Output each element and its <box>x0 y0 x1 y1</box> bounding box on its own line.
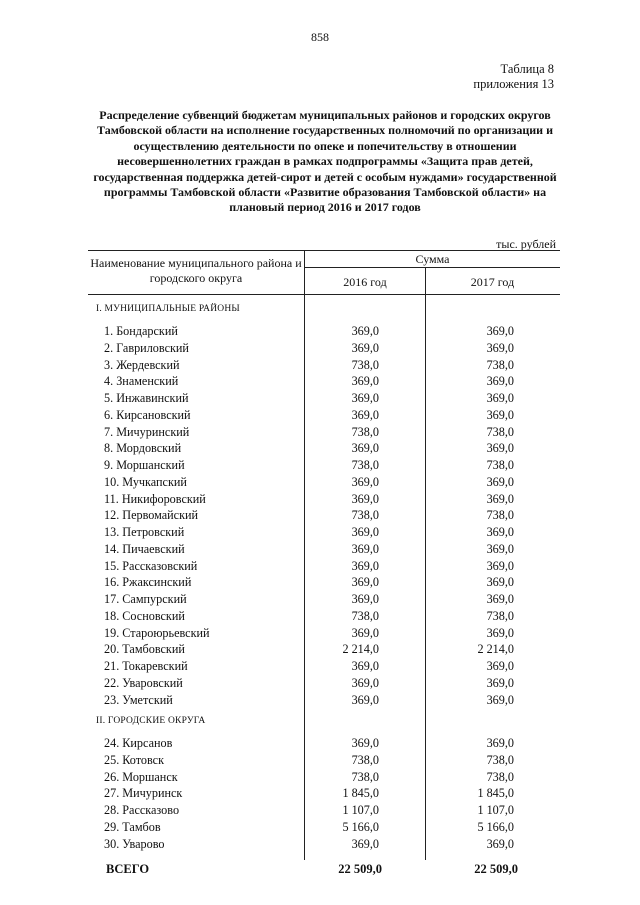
value-2016: 369,0 <box>351 541 379 556</box>
value-2016: 2 214,0 <box>342 642 379 657</box>
header-year-2016: 2016 год <box>343 275 387 289</box>
value-2016: 369,0 <box>351 836 379 851</box>
row-name: 26. Моршанск <box>104 769 178 784</box>
total-2017: 22 509,0 <box>474 862 518 876</box>
value-2016: 369,0 <box>351 675 379 690</box>
table-top-rule <box>88 250 560 251</box>
table-row <box>0 475 640 492</box>
value-2017: 369,0 <box>486 525 514 539</box>
row-name: 28. Рассказово <box>104 803 180 817</box>
value-2017: 369,0 <box>486 558 514 573</box>
value-2017: 738,0 <box>486 357 514 372</box>
value-2016: 369,0 <box>351 340 379 355</box>
value-2017: 369,0 <box>486 836 514 851</box>
row-name: 7. Мичуринский <box>104 424 190 439</box>
value-2017: 369,0 <box>486 340 514 355</box>
header-bottom-rule <box>88 294 560 295</box>
table-row <box>0 559 640 576</box>
unit-label: тыс. рублей <box>496 237 556 251</box>
table-row <box>0 441 640 458</box>
value-2016: 369,0 <box>351 441 379 456</box>
value-2016: 369,0 <box>351 474 379 489</box>
value-2016: 369,0 <box>351 625 379 640</box>
table-row <box>0 391 640 408</box>
table-row <box>0 693 640 710</box>
value-2017: 5 166,0 <box>477 819 514 834</box>
value-2017: 369,0 <box>486 675 514 690</box>
value-2016: 369,0 <box>351 592 379 606</box>
table-row <box>0 609 640 626</box>
value-2017: 369,0 <box>486 625 514 640</box>
table-row <box>0 374 640 391</box>
value-2016: 738,0 <box>351 458 379 472</box>
row-name: 6. Кирсановский <box>104 407 191 422</box>
row-name: 20. Тамбовский <box>104 642 185 657</box>
value-2016: 369,0 <box>351 525 379 539</box>
value-2016: 369,0 <box>351 736 379 750</box>
header-sum: Сумма <box>415 252 450 266</box>
row-name: 22. Уваровский <box>104 675 183 690</box>
value-2017: 2 214,0 <box>477 642 514 657</box>
row-name: 5. Инжавинский <box>104 391 189 405</box>
table-row <box>0 803 640 820</box>
table-row <box>0 542 640 559</box>
value-2017: 1 845,0 <box>477 786 514 801</box>
table-row <box>0 408 640 425</box>
total-label: ВСЕГО <box>106 862 150 876</box>
value-2017: 369,0 <box>486 474 514 489</box>
document-title: Распределение субвенций бюджетам муниципальных районов и городских округов Тамбовской области на исполнение государственных полномочий по организации и осуществлению деятельности по опеке и попечительству в отношении несовершеннолетних граждан в рамках подпрограммы «Защита прав детей, государственная поддержка детей-сирот и детей с особым нуждами» государственной программы Тамбовской области «Развитие образования Тамбовской области» на плановый период 2016 и 2017 годов <box>93 108 557 215</box>
value-2017: 369,0 <box>486 541 514 556</box>
value-2017: 738,0 <box>486 508 514 523</box>
value-2016: 5 166,0 <box>342 819 379 834</box>
row-name: 2. Гавриловский <box>104 340 189 355</box>
header-mid-rule <box>305 267 560 268</box>
row-name: 4. Знаменский <box>104 374 179 389</box>
row-name: 9. Моршанский <box>104 458 185 472</box>
row-name: 17. Сампурский <box>104 592 187 606</box>
value-2017: 369,0 <box>486 592 514 606</box>
section-title: II. ГОРОДСКИЕ ОКРУГА <box>96 716 206 726</box>
value-2017: 369,0 <box>486 575 514 590</box>
value-2016: 738,0 <box>351 357 379 372</box>
value-2017: 369,0 <box>486 659 514 673</box>
table-row <box>0 770 640 787</box>
row-name: 16. Ржаксинский <box>104 575 192 590</box>
table-row <box>0 786 640 803</box>
table-row <box>0 753 640 770</box>
row-name: 14. Пичаевский <box>104 541 185 556</box>
row-name: 12. Первомайский <box>104 508 199 523</box>
row-name: 29. Тамбов <box>104 819 161 834</box>
row-name: 18. Сосновский <box>104 608 185 623</box>
table-row <box>0 525 640 542</box>
row-name: 25. Котовск <box>104 752 165 767</box>
table-row <box>0 837 640 854</box>
value-2017: 369,0 <box>486 441 514 456</box>
page-number: 858 <box>311 30 329 44</box>
table-row <box>0 324 640 341</box>
value-2017: 369,0 <box>486 324 514 338</box>
table-label: Таблица 8 <box>500 62 554 76</box>
value-2016: 738,0 <box>351 752 379 767</box>
value-2016: 738,0 <box>351 424 379 439</box>
row-name: 10. Мучкапский <box>104 474 187 489</box>
value-2016: 738,0 <box>351 769 379 784</box>
value-2017: 738,0 <box>486 424 514 439</box>
table-row <box>0 358 640 375</box>
value-2017: 369,0 <box>486 391 514 405</box>
table-row <box>0 642 640 659</box>
table-row <box>0 425 640 442</box>
value-2016: 1 845,0 <box>342 786 379 801</box>
row-name: 24. Кирсанов <box>104 736 173 750</box>
section-title: I. МУНИЦИПАЛЬНЫЕ РАЙОНЫ <box>96 304 240 314</box>
table-row <box>0 458 640 475</box>
value-2016: 369,0 <box>351 324 379 338</box>
value-2017: 369,0 <box>486 692 514 707</box>
row-name: 15. Рассказовский <box>104 558 198 573</box>
appendix-label: приложения 13 <box>473 77 554 91</box>
value-2017: 738,0 <box>486 752 514 767</box>
value-2016: 369,0 <box>351 575 379 590</box>
value-2017: 738,0 <box>486 769 514 784</box>
row-name: 19. Староюрьевский <box>104 625 210 640</box>
row-name: 1. Бондарский <box>104 324 178 338</box>
table-row <box>0 592 640 609</box>
value-2017: 1 107,0 <box>477 803 514 817</box>
table-row <box>0 341 640 358</box>
value-2017: 738,0 <box>486 608 514 623</box>
row-name: 8. Мордовский <box>104 441 182 456</box>
value-2017: 369,0 <box>486 491 514 506</box>
value-2017: 369,0 <box>486 374 514 389</box>
value-2016: 1 107,0 <box>342 803 379 817</box>
value-2016: 369,0 <box>351 659 379 673</box>
row-name: 23. Уметский <box>104 692 173 707</box>
row-name: 21. Токаревский <box>104 659 188 673</box>
table-row <box>0 575 640 592</box>
value-2016: 369,0 <box>351 374 379 389</box>
row-name: 11. Никифоровский <box>104 491 206 506</box>
value-2016: 369,0 <box>351 558 379 573</box>
row-name: 3. Жердевский <box>104 357 180 372</box>
table-row <box>0 492 640 509</box>
row-name: 13. Петровский <box>104 525 185 539</box>
table-row <box>0 676 640 693</box>
table-row <box>0 508 640 525</box>
value-2017: 369,0 <box>486 736 514 750</box>
table-row <box>0 736 640 753</box>
value-2016: 369,0 <box>351 491 379 506</box>
value-2016: 738,0 <box>351 508 379 523</box>
header-name-column: Наименование муниципального района и городского округа <box>90 256 302 285</box>
total-2016: 22 509,0 <box>338 862 382 876</box>
row-name: 27. Мичуринск <box>104 786 183 801</box>
value-2016: 369,0 <box>351 391 379 405</box>
table-row <box>0 820 640 837</box>
table-label-block <box>473 62 554 92</box>
table-row <box>0 626 640 643</box>
value-2017: 738,0 <box>486 458 514 472</box>
value-2016: 369,0 <box>351 692 379 707</box>
row-name: 30. Уварово <box>104 836 165 851</box>
value-2016: 369,0 <box>351 407 379 422</box>
header-year-2017: 2017 год <box>470 275 515 289</box>
table-row <box>0 659 640 676</box>
value-2016: 738,0 <box>351 608 379 623</box>
value-2017: 369,0 <box>486 407 514 422</box>
